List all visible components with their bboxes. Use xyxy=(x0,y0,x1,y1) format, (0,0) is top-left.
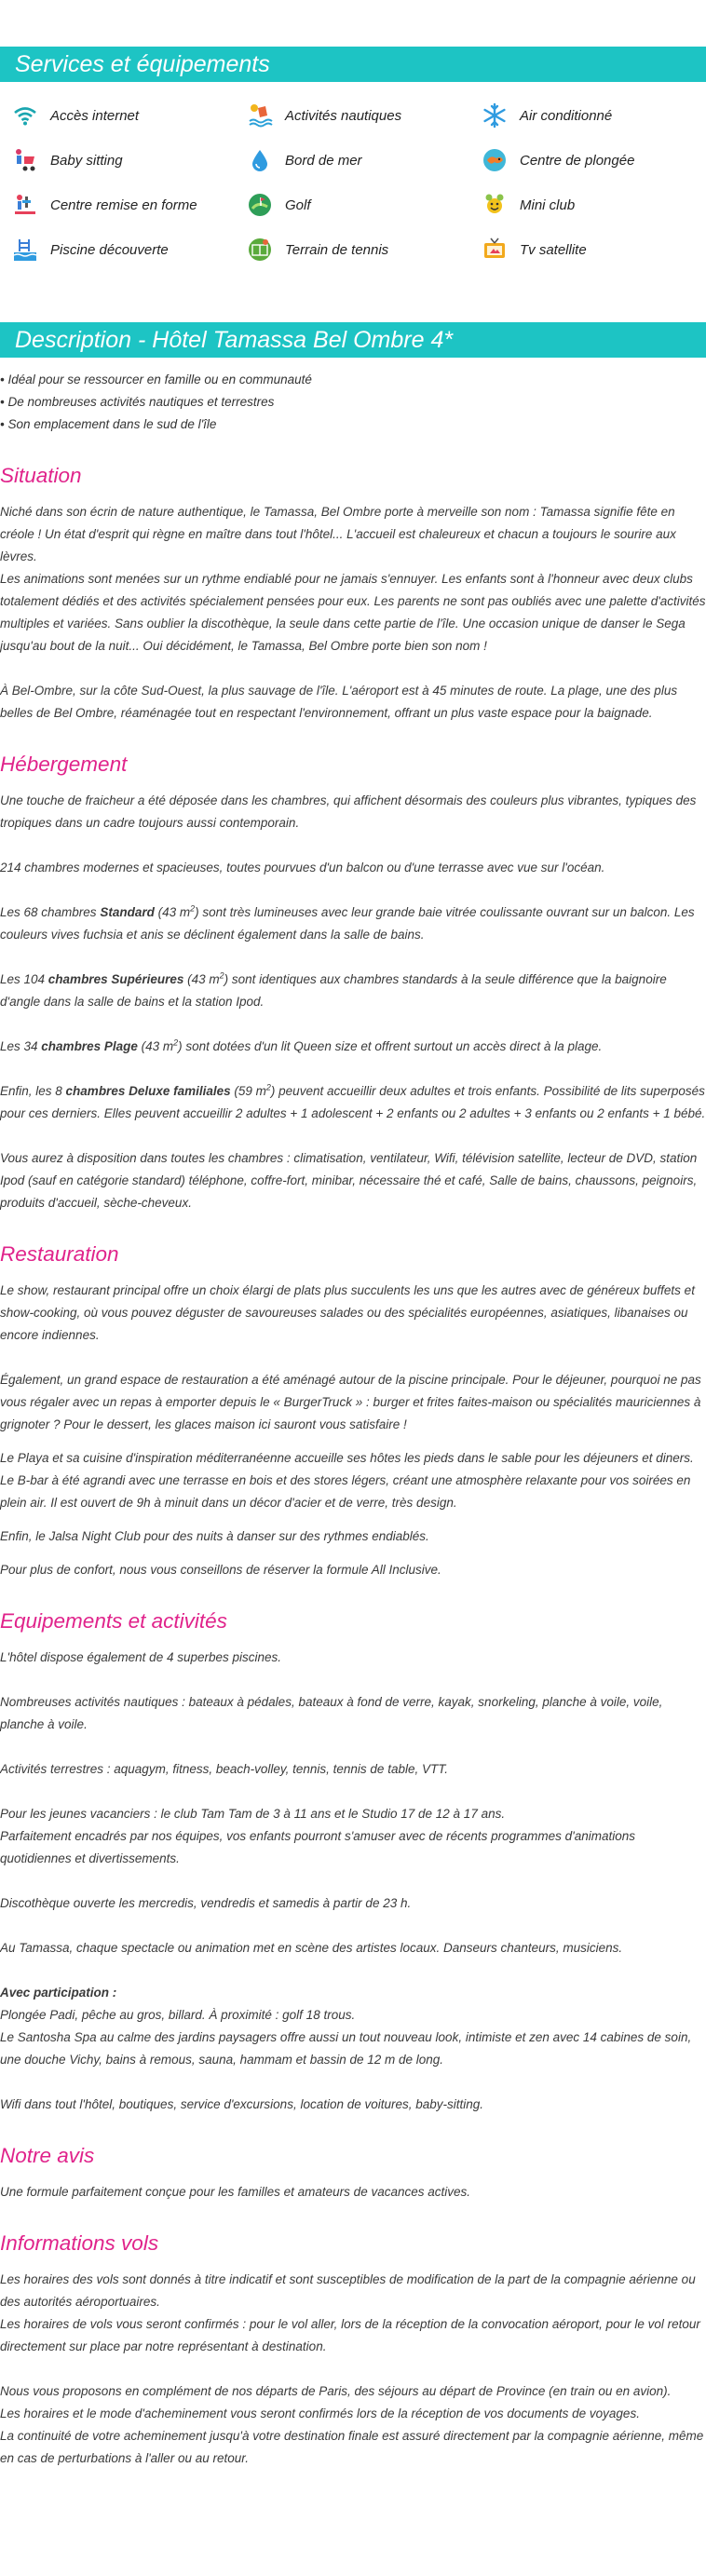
service-label: Activités nautiques xyxy=(285,107,402,124)
equipements-heading: Equipements et activités xyxy=(0,1609,227,1633)
equipements-section xyxy=(0,1647,706,2116)
description-bullets xyxy=(0,369,706,436)
paragraph: Les horaires et le mode d'acheminement vous seront confirmés lors de la réception de vos documents de voyages. xyxy=(0,2407,640,2420)
paragraph: Une formule parfaitement conçue pour les familles et amateurs de vacances actives. xyxy=(0,2185,470,2199)
swimming-pool-icon xyxy=(11,236,39,264)
paragraph xyxy=(0,1080,706,1125)
service-item xyxy=(0,93,235,138)
service-item xyxy=(0,183,235,227)
service-label: Mini club xyxy=(520,197,576,213)
wifi-icon xyxy=(11,102,39,129)
room-type: Standard xyxy=(100,905,155,919)
bullet-item: • Idéal pour se ressourcer en famille ou en communauté xyxy=(0,373,312,386)
text-run: ) sont dotées d'un lit Queen size et offrent surtout un accès direct à la plage. xyxy=(178,1039,603,1053)
text-run: ) sont très lumineuses avec leur grande baie vitrée coulissante ouvrant sur un balcon. Les couleurs vives fuchsia et anis se déclinent également dans la salle de bains. xyxy=(0,905,695,942)
text-run: (43 m xyxy=(183,972,220,986)
paragraph xyxy=(0,969,706,1013)
room-type: chambres Plage xyxy=(41,1039,138,1053)
room-type: chambres Deluxe familiales xyxy=(65,1084,231,1098)
paragraph xyxy=(0,1982,706,2004)
snowflake-icon xyxy=(481,102,509,129)
paragraph: Le Playa et sa cuisine d'inspiration méditerranéenne accueille ses hôtes les pieds dans le sable pour les déjeuners et diners. xyxy=(0,1451,694,1465)
service-item xyxy=(235,93,469,138)
superscript: 2 xyxy=(219,970,224,981)
service-label: Accès internet xyxy=(50,107,140,124)
paragraph: Enfin, le Jalsa Night Club pour des nuits à danser sur des rythmes endiablés. xyxy=(0,1529,429,1543)
service-item xyxy=(0,138,235,183)
description-title: Description - Hôtel Tamassa Bel Ombre 4* xyxy=(15,327,454,353)
paragraph: L'hôtel dispose également de 4 superbes piscines. xyxy=(0,1650,282,1664)
service-label: Air conditionné xyxy=(520,107,613,124)
service-item xyxy=(469,183,706,227)
service-label: Centre remise en forme xyxy=(50,197,197,213)
situation-section xyxy=(0,501,706,725)
fitness-icon xyxy=(11,191,39,219)
paragraph: Niché dans son écrin de nature authentique, le Tamassa, Bel Ombre porte à merveille son nom : Tamassa signifie fête en créole ! Un état d'esprit qui règne en maître dans tout l'hôtel... L'accueil est chaleureux et chacun a toujours le sourire aux lèvres. xyxy=(0,505,676,563)
paragraph xyxy=(0,902,706,946)
text-run: Enfin, les 8 xyxy=(0,1084,66,1098)
service-item xyxy=(469,138,706,183)
water-activities-icon xyxy=(246,102,274,129)
service-label: Terrain de tennis xyxy=(285,241,389,258)
paragraph: Activités terrestres : aquagym, fitness, beach-volley, tennis, tennis de table, VTT. xyxy=(0,1762,448,1776)
text-run: (43 m xyxy=(137,1039,174,1053)
superscript: 2 xyxy=(265,1082,271,1092)
description-banner xyxy=(0,322,706,358)
service-item xyxy=(235,227,469,272)
paragraph: Également, un grand espace de restauration a été aménagé autour de la piscine principale. Pour le déjeuner, pourquoi ne pas vous régaler avec un repas à emporter depuis le « BurgerTruck » : burger et frites faites-maison ou spécialités mauriciennes à grignoter ? Pour le dessert, les glaces maison ici sauront vous satisfaire ! xyxy=(0,1373,701,1431)
paragraph: La continuité de votre acheminement jusqu'à votre destination finale est assuré directement par la compagnie aérienne, même en cas de perturbations à l'aller ou au retour. xyxy=(0,2429,704,2465)
tennis-court-icon xyxy=(246,236,274,264)
paragraph: À Bel-Ombre, sur la côte Sud-Ouest, la plus sauvage de l'île. L'aéroport est à 45 minutes de route. La plage, une des plus belles de Bel Ombre, réaménagée tout en respectant l'environnement, offrant un plus vaste espace pour la baignade. xyxy=(0,684,678,720)
situation-heading: Situation xyxy=(0,464,82,487)
restauration-section xyxy=(0,1280,706,1581)
paragraph: Parfaitement encadrés par nos équipes, vos enfants pourront s'amuser avec de récents programmes d'animations quotidiennes et divertissements. xyxy=(0,1829,636,1865)
text-run: (43 m xyxy=(154,905,191,919)
paragraph: Nous vous proposons en complément de nos départs de Paris, des séjours au départ de Province (en train ou en avion). xyxy=(0,2384,672,2398)
service-item xyxy=(235,138,469,183)
vols-section xyxy=(0,2269,706,2470)
paragraph: Au Tamassa, chaque spectacle ou animation met en scène des artistes locaux. Danseurs chanteurs, musiciens. xyxy=(0,1941,623,1955)
services-title: Services et équipements xyxy=(15,51,270,77)
paragraph xyxy=(0,1036,706,1058)
golf-icon xyxy=(246,191,274,219)
paragraph: Plongée Padi, pêche au gros, billard. À proximité : golf 18 trous. xyxy=(0,2008,356,2022)
participation-label: Avec participation : xyxy=(0,1986,117,2000)
service-label: Golf xyxy=(285,197,311,213)
text-run: Les 104 xyxy=(0,972,48,986)
paragraph: Les animations sont menées sur un rythme endiablé pour ne jamais s'ennuyer. Les enfants sont à l'honneur avec deux clubs totalement dédiés et des activités spécialement pensées pour eux. Les parents ne sont pas oubliés avec une palette d'activités multiples et variées. Sans oublier la discothèque, la seule dans cette partie de l'île. Une occasion unique de danser le Sega jusqu'au bout de la nuit... Oui décidément, le Tamassa, Bel Ombre porte bien son nom ! xyxy=(0,572,706,653)
superscript: 2 xyxy=(173,1037,179,1048)
avis-section xyxy=(0,2181,706,2203)
service-item xyxy=(469,227,706,272)
vols-heading: Informations vols xyxy=(0,2231,159,2255)
room-type: chambres Supérieures xyxy=(48,972,184,986)
paragraph: Le show, restaurant principal offre un choix élargi de plats plus succulents les uns que les autres avec de généreux buffets et show-cooking, où vous pouvez déguster de savoureuses salades ou des spécialités européennes, asiatiques, libanaises ou encore indiennes. xyxy=(0,1283,695,1342)
service-label: Centre de plongée xyxy=(520,152,635,169)
paragraph: Wifi dans tout l'hôtel, boutiques, service d'excursions, location de voitures, baby-sitting. xyxy=(0,2097,484,2111)
paragraph: Une touche de fraicheur a été déposée dans les chambres, qui affichent désormais des couleurs plus vibrantes, typiques des tropiques dans un cadre toujours aussi contemporain. xyxy=(0,793,697,830)
services-banner xyxy=(0,47,706,82)
service-label: Tv satellite xyxy=(520,241,587,258)
service-label: Baby sitting xyxy=(50,152,123,169)
paragraph: Le Santosha Spa au calme des jardins paysagers offre aussi un tout nouveau look, intimiste et zen avec 14 cabines de soin, une douche Vichy, bains à remous, sauna, hammam et bassin de 12 m de long. xyxy=(0,2030,692,2067)
service-item xyxy=(0,227,235,272)
service-label: Bord de mer xyxy=(285,152,362,169)
superscript: 2 xyxy=(190,903,196,914)
hebergement-heading: Hébergement xyxy=(0,752,128,776)
service-item xyxy=(235,183,469,227)
service-item xyxy=(469,93,706,138)
text-run: ) peuvent accueillir deux adultes et trois enfants. Possibilité de lits superposés pour ces derniers. Elles peuvent accueillir 2 adultes + 1 adolescent + 2 enfants ou 2 adultes + 3 enfants ou 2 enfants + 1 bébé. xyxy=(0,1084,706,1120)
paragraph: Le B-bar à été agrandi avec une terrasse en bois et des stores légers, créant une atmosphère relaxante pour vos soirées en plein air. Il est ouvert de 9h à minuit dans un décor d'acier et de verre, très design. xyxy=(0,1473,691,1510)
service-label: Piscine découverte xyxy=(50,241,169,258)
text-run: Les 34 xyxy=(0,1039,42,1053)
paragraph: 214 chambres modernes et spacieuses, toutes pourvues d'un balcon ou d'une terrasse avec vue sur l'océan. xyxy=(0,861,605,874)
paragraph: Nombreuses activités nautiques : bateaux à pédales, bateaux à fond de verre, kayak, snorkeling, planche à voile, voile, planche à voile. xyxy=(0,1695,663,1731)
diving-center-icon xyxy=(481,146,509,174)
paragraph: Vous aurez à disposition dans toutes les chambres : climatisation, ventilateur, Wifi, télévision satellite, lecteur de DVD, station Ipod (sauf en catégorie standard) téléphone, coffre-fort, minibar, nécessaire thé et café, Salle de bains, chaussons, peignoirs, produits d'accueil, sèche-cheveux. xyxy=(0,1151,698,1210)
tv-satellite-icon xyxy=(481,236,509,264)
avis-heading: Notre avis xyxy=(0,2144,95,2167)
text-run: Les 68 chambres xyxy=(0,905,101,919)
baby-stroller-icon xyxy=(11,146,39,174)
paragraph: Pour les jeunes vacanciers : le club Tam Tam de 3 à 11 ans et le Studio 17 de 12 à 17 ans. xyxy=(0,1807,506,1821)
mini-club-icon xyxy=(481,191,509,219)
paragraph: Discothèque ouverte les mercredis, vendredis et samedis à partir de 23 h. xyxy=(0,1896,412,1910)
text-run: ) sont identiques aux chambres standards à la seule différence que la baignoire d'angle dans la salle de bains et la station Ipod. xyxy=(0,972,667,1009)
paragraph: Pour plus de confort, nous vous conseillons de réserver la formule All Inclusive. xyxy=(0,1563,441,1577)
restauration-heading: Restauration xyxy=(0,1242,119,1266)
bullet-item: • De nombreuses activités nautiques et terrestres xyxy=(0,395,275,409)
services-grid xyxy=(0,93,706,272)
hebergement-section xyxy=(0,790,706,1214)
text-run: (59 m xyxy=(230,1084,266,1098)
water-drop-icon xyxy=(246,146,274,174)
bullet-item: • Son emplacement dans le sud de l'île xyxy=(0,417,217,431)
paragraph: Les horaires des vols sont donnés à titre indicatif et sont susceptibles de modification de la part de la compagnie aérienne ou des autorités aéroportuaires. xyxy=(0,2272,696,2309)
paragraph: Les horaires de vols vous seront confirmés : pour le vol aller, lors de la réception de la convocation aéroport, pour le vol retour directement sur place par notre représentant à destination. xyxy=(0,2317,700,2353)
